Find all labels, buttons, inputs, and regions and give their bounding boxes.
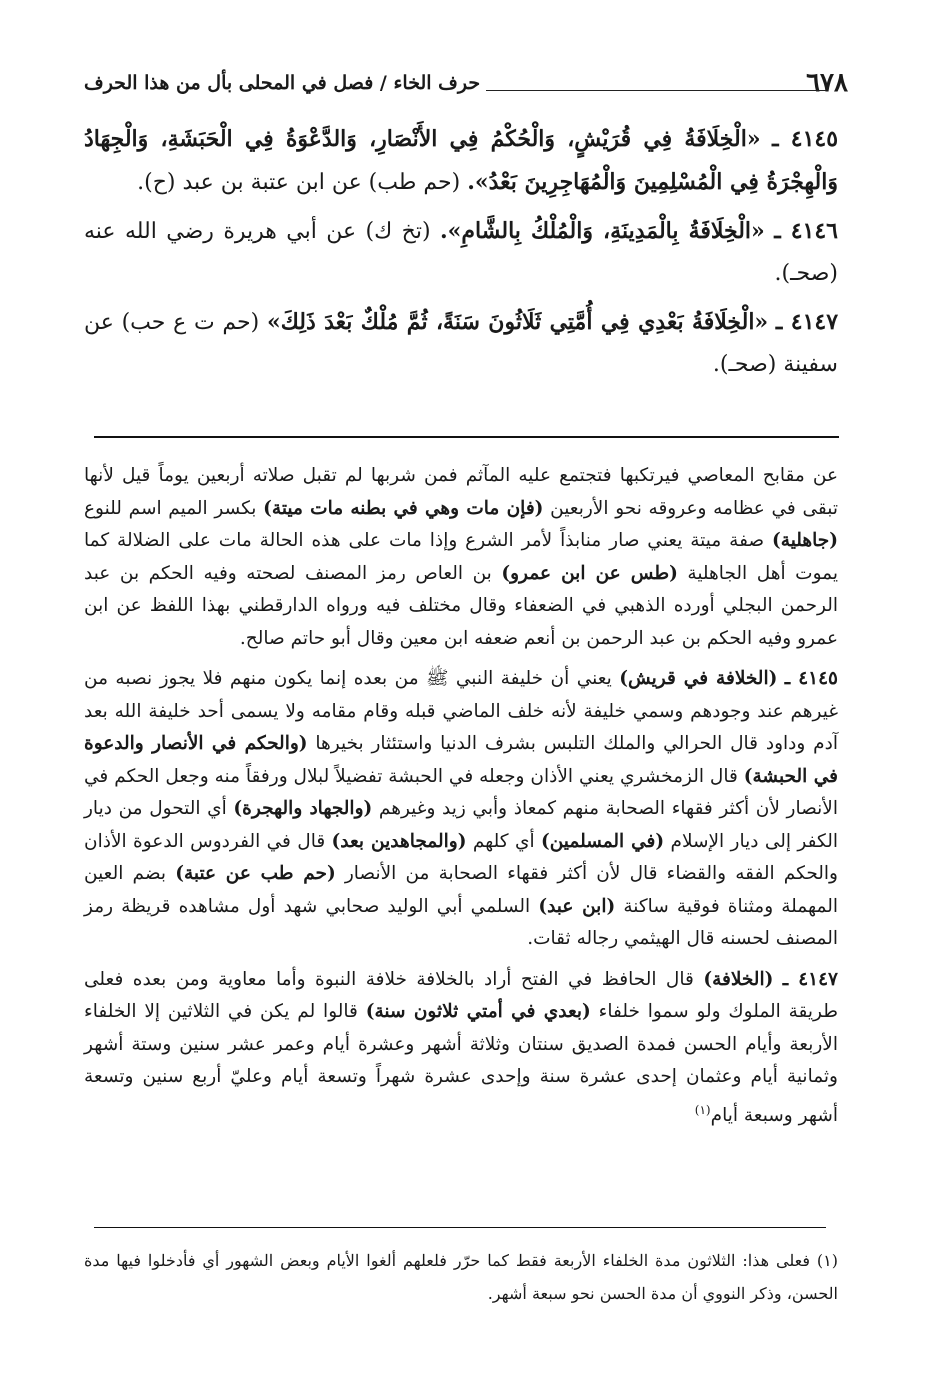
hadith-source: (حم طب) عن ابن عتبة بن عبد (ح). bbox=[137, 170, 461, 195]
hadith-entry-4146 bbox=[84, 210, 838, 295]
page-header bbox=[84, 66, 848, 100]
hadith-text: «الْخِلَافَةُ بِالْمَدِينَةِ، وَالْمُلْكُ بِالشَّامِ». bbox=[440, 218, 765, 244]
footnote-divider bbox=[94, 1227, 826, 1228]
hadith-text: «الْخِلَافَةُ فِي قُرَيْشٍ، وَالْحُكْمُ فِي الأَنْصَارِ، وَالدَّعْوَةُ فِي الْحَبَشَةِ، وَالْجِهَادُ وَالْهِجْرَةُ فِي الْمُسْلِمِينَ وَالْمُهَاجِرِينَ بَعْدُ». bbox=[84, 126, 838, 195]
hadith-number: ٤١٤٥ ـ bbox=[772, 126, 839, 152]
hadith-source: (تخ ك) عن أبي هريرة رضي الله عنه (صحـ). bbox=[84, 219, 838, 286]
commentary-section bbox=[84, 460, 838, 1140]
commentary-paragraph-4145: ٤١٤٥ ـ (الخلافة في قريش) يعني أن خليفة النبي ﷺ من بعده إنما يكون منهم فلا يجوز نصبه من غيرهم عند وجودهم وسمي خليفة لأنه خلف الماضي قبله وقام مقامه ولا يسمى أحد خليفة الله بعد آدم وداود قال الحرالي والملك التلبس بشرف الدنيا واستئثار بخيرها (والحكم في الأنصار والدعوة في الحبشة) قال الزمخشري يعني الأذان وجعله في الحبشة تفضيلاً لبلال ورفقاً منه وجعل الحكم في الأنصار لأن أكثر فقهاء الصحابة منهم كمعاذ وأبي زيد وغيرهم (والجهاد والهجرة) أي التحول من ديار الكفر إلى ديار الإسلام (في المسلمين) أي كلهم (والمجاهدين بعد) قال في الفردوس الدعوة الأذان والحكم الفقه والقضاء قال لأن أكثر فقهاء الصحابة من الأنصار (حم طب عن عتبة) بضم العين المهملة ومثناة فوقية ساكنة (ابن عبد) السلمي أبي الوليد صحابي شهد أول مشاهده قريظة رمز المصنف لحسنه قال الهيثمي رجاله ثقات. bbox=[84, 668, 839, 949]
hadith-text: «الْخِلَافَةُ بَعْدِي فِي أُمَّتِي ثَلَاثُونَ سَنَةً، ثُمَّ مُلْكٌ بَعْدَ ذَلِكَ» bbox=[266, 309, 769, 335]
footnote-text: (١) فعلى هذا: الثلاثون مدة الخلفاء الأربعة فقط كما حرّر فلعلهم ألغوا الأيام وبعض الشهور أي فأدخلوا فيها مدة الحسن، وذكر النووي أن مدة الحسن نحو سبعة أشهر. bbox=[84, 1251, 838, 1303]
commentary-paragraph-4147: ٤١٤٧ ـ (الخلافة) قال الحافظ في الفتح أراد بالخلافة خلافة النبوة وأما معاوية ومن بعده فعلى طريقة الملوك ولو سموا خلفاء (بعدي في أمتي ثلاثون سنة) قالوا لم يكن في الثلاثين إلا الخلفاء الأربعة وأيام الحسن فمدة الصديق سنتان وثلاثة أشهر وعشرة أيام وعمر عشر سنين وستة أشهر وثمانية أيام وعثمان إحدى عشرة سنة وإحدى عشرة شهراً وتسعة أيام وعليّ أربع سنين وتسعة أشهر وسبعة أيام$^{(١)}$ bbox=[84, 968, 838, 1126]
footnote bbox=[84, 1244, 838, 1310]
header-rule bbox=[486, 90, 826, 91]
section-divider bbox=[94, 436, 839, 438]
hadith-source: (حم ت ع حب) عن سفينة (صحـ). bbox=[84, 310, 838, 377]
hadith-number: ٤١٤٧ ـ bbox=[775, 309, 839, 335]
page-number: ٦٧٨ bbox=[806, 68, 848, 98]
hadith-entry-4145 bbox=[84, 118, 838, 204]
hadith-number: ٤١٤٦ ـ bbox=[774, 218, 838, 244]
hadith-entry-4147 bbox=[84, 301, 838, 386]
running-title: حرف الخاء / فصل في المحلى بأل من هذا الحرف bbox=[84, 72, 481, 94]
footnote-marker[interactable]: (١) bbox=[694, 1102, 711, 1117]
commentary-paragraph-1: عن مقابح المعاصي فيرتكبها فتجتمع عليه المآثم فمن شربها لم تقبل صلاته أربعين يوماً قيل لأنها تبقى في عظامه وعروقه نحو الأربعين (فإن مات وهي في بطنه مات ميتة) بكسر الميم اسم للنوع (جاهلية) صفة ميتة يعني صار منابذاً لأمر الشرع وإذا مات على هذه الحالة مات على الضلالة كما يموت أهل الجاهلية (طس عن ابن عمرو) بن العاص رمز المصنف لصحته وفيه الحكم بن عبد الرحمن البجلي أورده الذهبي في الضعفاء وقال مختلف فيه ورواه الدارقطني بهذا اللفظ عن ابن عمرو وفيه الحكم بن عبد الرحمن بن أنعم ضعفه ابن معين وقال أبو حاتم صالح. bbox=[84, 465, 838, 649]
hadith-entries bbox=[84, 118, 838, 392]
